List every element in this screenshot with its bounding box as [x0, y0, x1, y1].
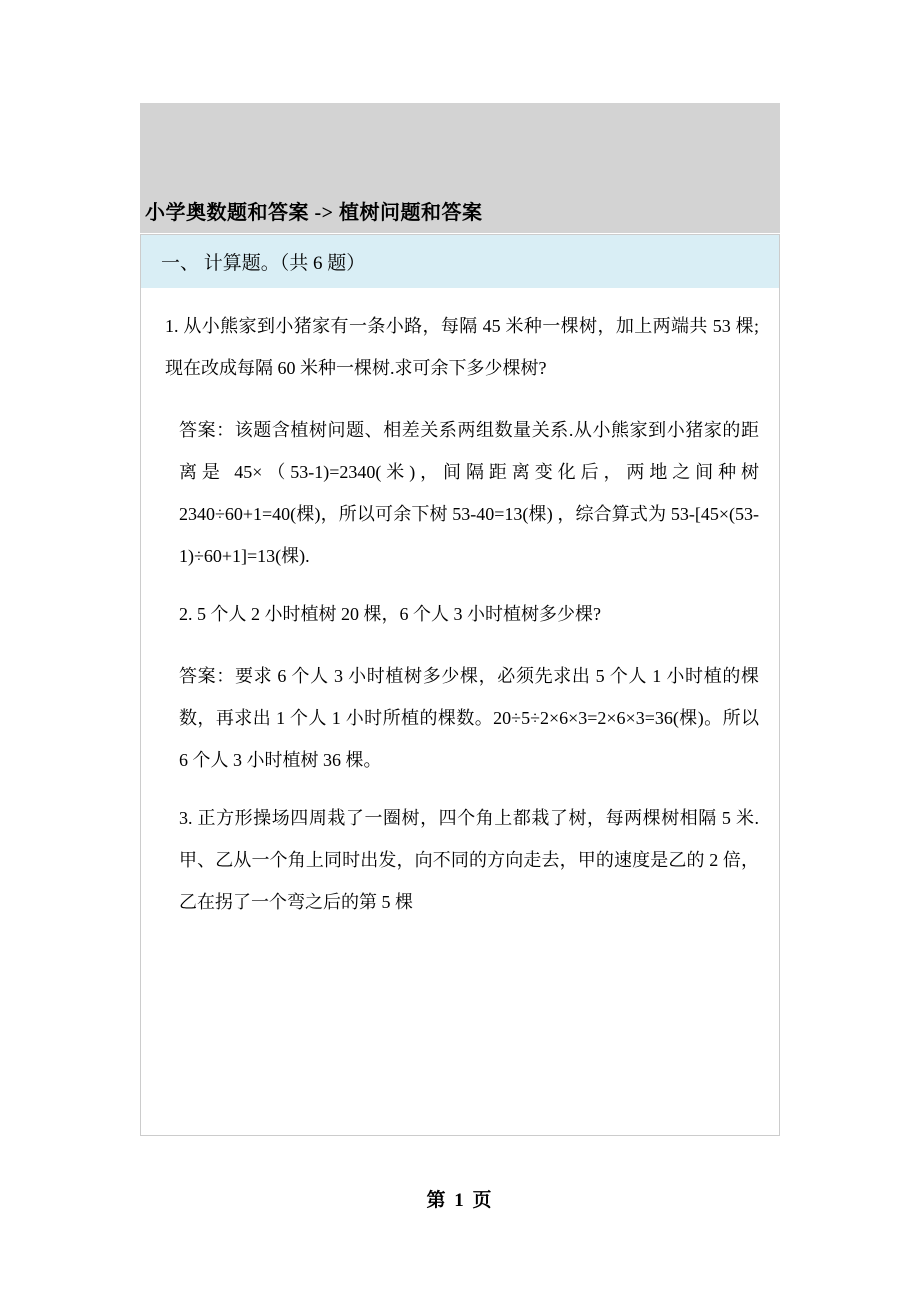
- page-title: 小学奥数题和答案 -> 植树问题和答案: [145, 202, 483, 224]
- page-footer: 第 1 页: [426, 1190, 494, 1211]
- question-1: 1. 从小熊家到小猪家有一条小路，每隔 45 米种一棵树，加上两端共 53 棵;现在改成每隔 60 米种一棵树.求可余下多少棵树?: [165, 316, 759, 378]
- document-body: [165, 305, 759, 939]
- section-heading: 一、 计算题。（共 6 题）: [141, 235, 779, 288]
- question-3: 3. 正方形操场四周栽了一圈树，四个角上都栽了树，每两棵树相隔 5 米.甲、乙从一个角上同时出发，向不同的方向走去，甲的速度是乙的 2 倍，乙在拐了一个弯之后的第 5 棵: [179, 808, 759, 912]
- answer-1: 答案：该题含植树问题、相差关系两组数量关系.从小熊家到小猪家的距离是 45×（53-1)=2340(米)，间隔距离变化后，两地之间种树 2340÷60+1=40(棵)，所以可余下树 53-40=13(棵) ，综合算式为 53-[45×(53-1)÷60+1]=13(棵).: [179, 420, 759, 566]
- answer-2: 答案：要求 6 个人 3 小时植树多少棵，必须先求出 5 个人 1 小时植的棵数，再求出 1 个人 1 小时所植的棵数。20÷5÷2×6×3=2×6×3=36(棵)。所以 6 个人 3 小时植树 36 棵。: [179, 666, 759, 770]
- content-box: [140, 234, 780, 1136]
- question-2: 2. 5 个人 2 小时植树 20 棵，6 个人 3 小时植树多少棵?: [179, 604, 601, 624]
